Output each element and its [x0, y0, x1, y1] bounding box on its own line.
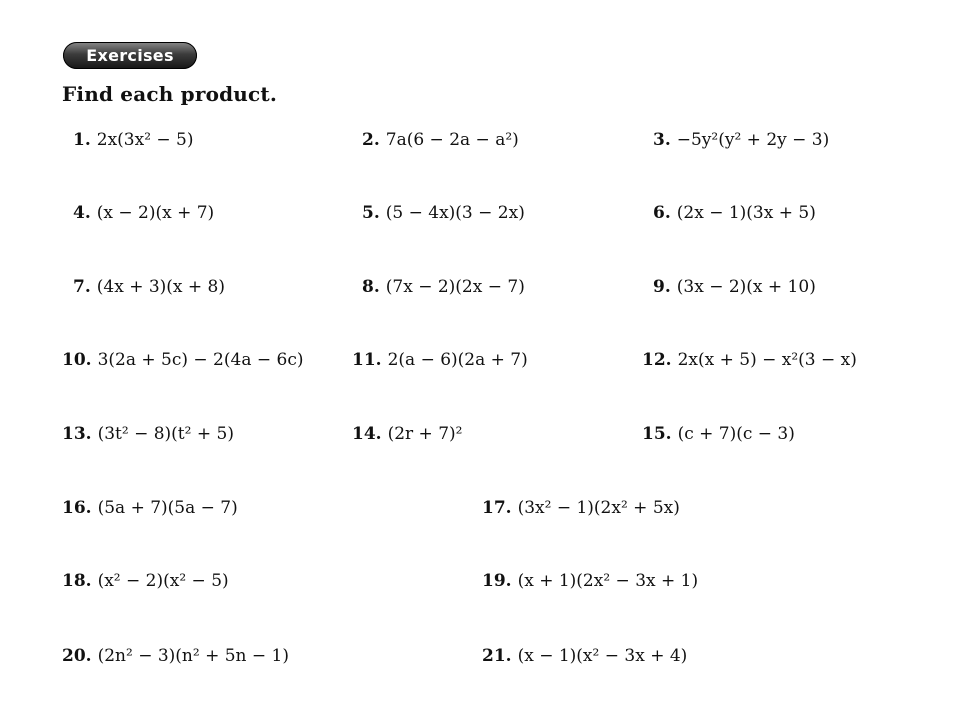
- exercise-number: 20.: [62, 646, 92, 666]
- exercise-number: 15.: [642, 424, 672, 444]
- exercise-expression: 7a(6 − 2a − a²): [385, 130, 519, 150]
- exercise-expression: 3(2a + 5c) − 2(4a − 6c): [97, 350, 304, 370]
- exercise-expression: (5 − 4x)(3 − 2x): [385, 203, 525, 223]
- exercise-20: [62, 645, 289, 667]
- exercise-expression: (3x − 2)(x + 10): [676, 277, 816, 297]
- exercise-10: [62, 349, 303, 371]
- exercise-expression: (2n² − 3)(n² + 5n − 1): [97, 646, 290, 666]
- exercise-number: 7.: [73, 277, 91, 297]
- exercise-12: [642, 349, 857, 371]
- exercise-13: [62, 423, 234, 445]
- exercise-number: 14.: [352, 424, 382, 444]
- exercise-number: 13.: [62, 424, 92, 444]
- exercise-3: [653, 129, 829, 151]
- exercise-14: [352, 423, 462, 445]
- exercise-number: 2.: [362, 130, 380, 150]
- exercise-number: 19.: [482, 571, 512, 591]
- exercise-5: [362, 202, 525, 224]
- exercise-number: 11.: [352, 350, 382, 370]
- exercise-number: 5.: [362, 203, 380, 223]
- exercise-number: 8.: [362, 277, 380, 297]
- exercise-number: 3.: [653, 130, 671, 150]
- exercise-1: [73, 129, 194, 151]
- exercise-number: 18.: [62, 571, 92, 591]
- exercise-16: [62, 497, 238, 519]
- exercise-expression: (2x − 1)(3x + 5): [676, 203, 816, 223]
- exercise-number: 6.: [653, 203, 671, 223]
- exercise-18: [62, 570, 229, 592]
- exercise-number: 4.: [73, 203, 91, 223]
- exercise-8: [362, 276, 525, 298]
- exercise-expression: 2x(x + 5) − x²(3 − x): [677, 350, 857, 370]
- exercise-expression: (x + 1)(2x² − 3x + 1): [517, 571, 699, 591]
- exercise-number: 9.: [653, 277, 671, 297]
- exercise-expression: (2r + 7)²: [387, 424, 463, 444]
- exercise-expression: (3t² − 8)(t² + 5): [97, 424, 234, 444]
- exercise-15: [642, 423, 795, 445]
- exercise-expression: 2x(3x² − 5): [96, 130, 194, 150]
- exercise-17: [482, 497, 680, 519]
- instruction-text: Find each product.: [62, 82, 278, 106]
- exercise-expression: (3x² − 1)(2x² + 5x): [517, 498, 680, 518]
- exercise-2: [362, 129, 519, 151]
- exercise-expression: (7x − 2)(2x − 7): [385, 277, 525, 297]
- exercise-4: [73, 202, 214, 224]
- exercise-19: [482, 570, 698, 592]
- exercise-number: 1.: [73, 130, 91, 150]
- exercise-6: [653, 202, 816, 224]
- exercise-expression: (4x + 3)(x + 8): [96, 277, 226, 297]
- exercise-11: [352, 349, 528, 371]
- exercise-expression: (c + 7)(c − 3): [677, 424, 795, 444]
- exercise-expression: −5y²(y² + 2y − 3): [676, 130, 830, 150]
- exercise-number: 12.: [642, 350, 672, 370]
- exercise-7: [73, 276, 225, 298]
- exercise-expression: (x² − 2)(x² − 5): [97, 571, 229, 591]
- exercise-9: [653, 276, 816, 298]
- exercise-number: 17.: [482, 498, 512, 518]
- exercise-expression: 2(a − 6)(2a + 7): [387, 350, 528, 370]
- exercise-expression: (x − 1)(x² − 3x + 4): [517, 646, 688, 666]
- exercise-21: [482, 645, 687, 667]
- exercise-number: 16.: [62, 498, 92, 518]
- exercise-expression: (5a + 7)(5a − 7): [97, 498, 238, 518]
- exercise-expression: (x − 2)(x + 7): [96, 203, 215, 223]
- exercises-header: Exercises: [63, 42, 197, 69]
- exercise-number: 21.: [482, 646, 512, 666]
- exercise-number: 10.: [62, 350, 92, 370]
